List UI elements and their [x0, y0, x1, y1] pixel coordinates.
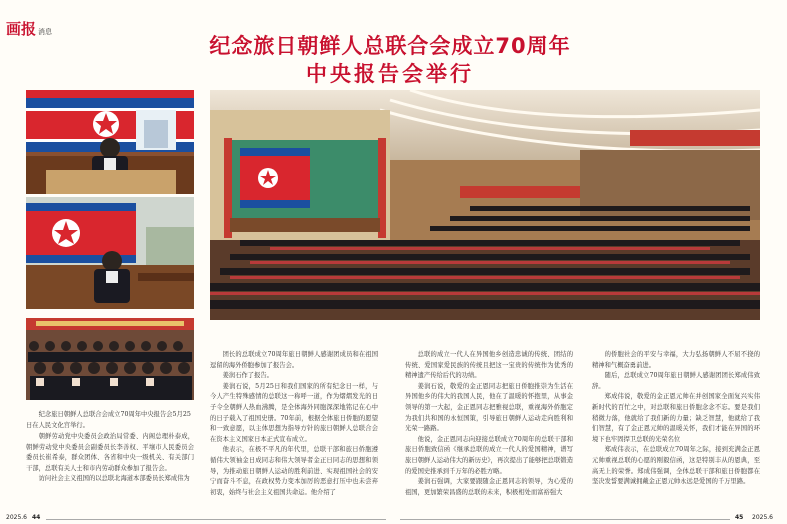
photo-caption: 纪念旅日朝鲜人总联合会成立70周年中央报告会5月25日在人民文化宫举行。: [26, 411, 191, 429]
paragraph: 郑成伟说，敬爱的金正恩元帅在并创国家全面复兴实伟新时代的百忙之中，对总联和旅日侨胞念念不忘。要是我们稍微力落，他就给了我们新的力量；缺乏智慧，他就给了我们智慧，有了金正恩元帅的温暖关怀，我们才能在异国的环境下也牢固捍卫总联的光荣名位: [592, 393, 760, 443]
paragraph: 访问社会主义祖国的以总联北海道本部委员长郑成伟为: [38, 475, 190, 483]
paragraph: 他说，金正恩同志向迎接总联成立70周年的总联干部和旅日侨胞致信函《继承总联的成立一代人的爱国精神，谱写旅日朝鲜人运动伟大的新历史》，再次提出了能够把总联锻造的爱国史推承到千万年的必胜方略。: [405, 435, 573, 475]
column-3: [405, 350, 573, 498]
photo-hall: [210, 90, 760, 320]
footer-rule-right: [400, 519, 730, 520]
paragraph: 团长的总联成立70周年旅日朝鲜人感谢团成员和在祖国逗留的海外侨胞参加了报告会。: [210, 351, 378, 369]
headline-line-2: 中央报告会举行: [306, 62, 474, 86]
column-1: [26, 432, 194, 485]
column-4: [592, 350, 760, 488]
photo-speaker-1: [26, 90, 194, 194]
paragraph: 姜润石作了报告。: [222, 372, 273, 380]
paragraph: 的侨胞社会的平安与幸福，大力弘扬朝鲜人不屈不挠的精神和气概奋勇前进。: [592, 351, 760, 369]
column-2: [210, 350, 378, 498]
magazine-logo: [6, 18, 52, 39]
paragraph: 姜润石强调，大家要跟随金正恩同志的领导，为心爱的祖国，更加繁荣昌盛的总联的未来，积极相处而富裕强大: [405, 478, 573, 496]
page-footer: [0, 512, 787, 524]
photo-speaker-2: [26, 197, 194, 309]
paragraph: 随后，总联成立70周年旅日朝鲜人感谢团团长郑成伟致辞。: [592, 372, 760, 390]
footer-left-page: 44: [32, 514, 41, 521]
footer-rule-left: [46, 519, 386, 520]
paragraph: 总联的成立一代人在异国他乡创造忠诚的传统、团结的传统、爱国家爱民族的传统且把这一宝贵的传统作为优秀的精神遗产传给后代的功绩。: [405, 351, 573, 380]
paragraph: 郑成伟表示，在总联成立70周年之际，接到充满金正恩元帅重视总联的心愿的刚毅信函，这是特别丰从的恩典，至高无上的荣誉。郑成伟强调，全体总联干部和旅日侨胞都在坚决发誓要满诚拥戴金正恩元帅永远是爱国的千万里路。: [592, 446, 760, 486]
logo-sub: 消息: [38, 28, 53, 36]
footer-right-page: 45: [735, 514, 744, 521]
paragraph: 姜润石说，5月25日和我们国家的所有纪念日一样，与今人产生特殊感情的总联这一称呼一道，作为熠熠发光的日子令全朝鲜人热血沸腾，是全体海外同胞深深地铭记在心中的日子载入了祖国史册。70年前，根据全体旅日侨胞的愿望和一致意愿，以主体思想为指导方针的旅日朝鲜人总联合会在资本主义国家日本正式宣布成立。: [210, 382, 378, 443]
paragraph: 朝鲜劳动党中央委员会政治局常委、内阁总理朴泰成，朝鲜劳动党中央委员会副委员长李善权、平壤市人民委员会委员长崔希泰，群众团体、各省和中央一级机关、有关部门干部，总联有关人士和市内劳动群众参加了报告会。: [26, 433, 194, 472]
footer-left-date: 2025.6: [6, 514, 27, 521]
headline-line-1: 纪念旅日朝鲜人总联合会成立70周年: [209, 34, 571, 58]
paragraph: 他表示，在极不平凡的年代里，总联干部和旅日侨胞遵循伟大领袖金日成同志和伟大领导者金正日同志的思想和领导，为推动旅日朝鲜人运动的胜利前进、实现祖国社会的安宁而奋斗不息，在政权势力变本加厉的恶意打压中也未尝弃初衷，始终与社会主义祖国共命运。他介绍了: [210, 446, 378, 496]
photo-audience: [26, 318, 194, 400]
paragraph: 姜润石说，敬爱的金正恩同志把旅日侨胞推崇为生活在异国他乡的伟大的我国人民，他在了温暖的怀抱里，从事金领导的第一大起，金正恩同志把雅视总联，重视海外侨胞定为我们共和国的永恒国策，引导旅日朝鲜人运动走向胜利和光荣一路路。: [405, 382, 573, 433]
logo-main: 画报: [6, 20, 37, 38]
footer-right-date: 2025.6: [752, 514, 773, 521]
